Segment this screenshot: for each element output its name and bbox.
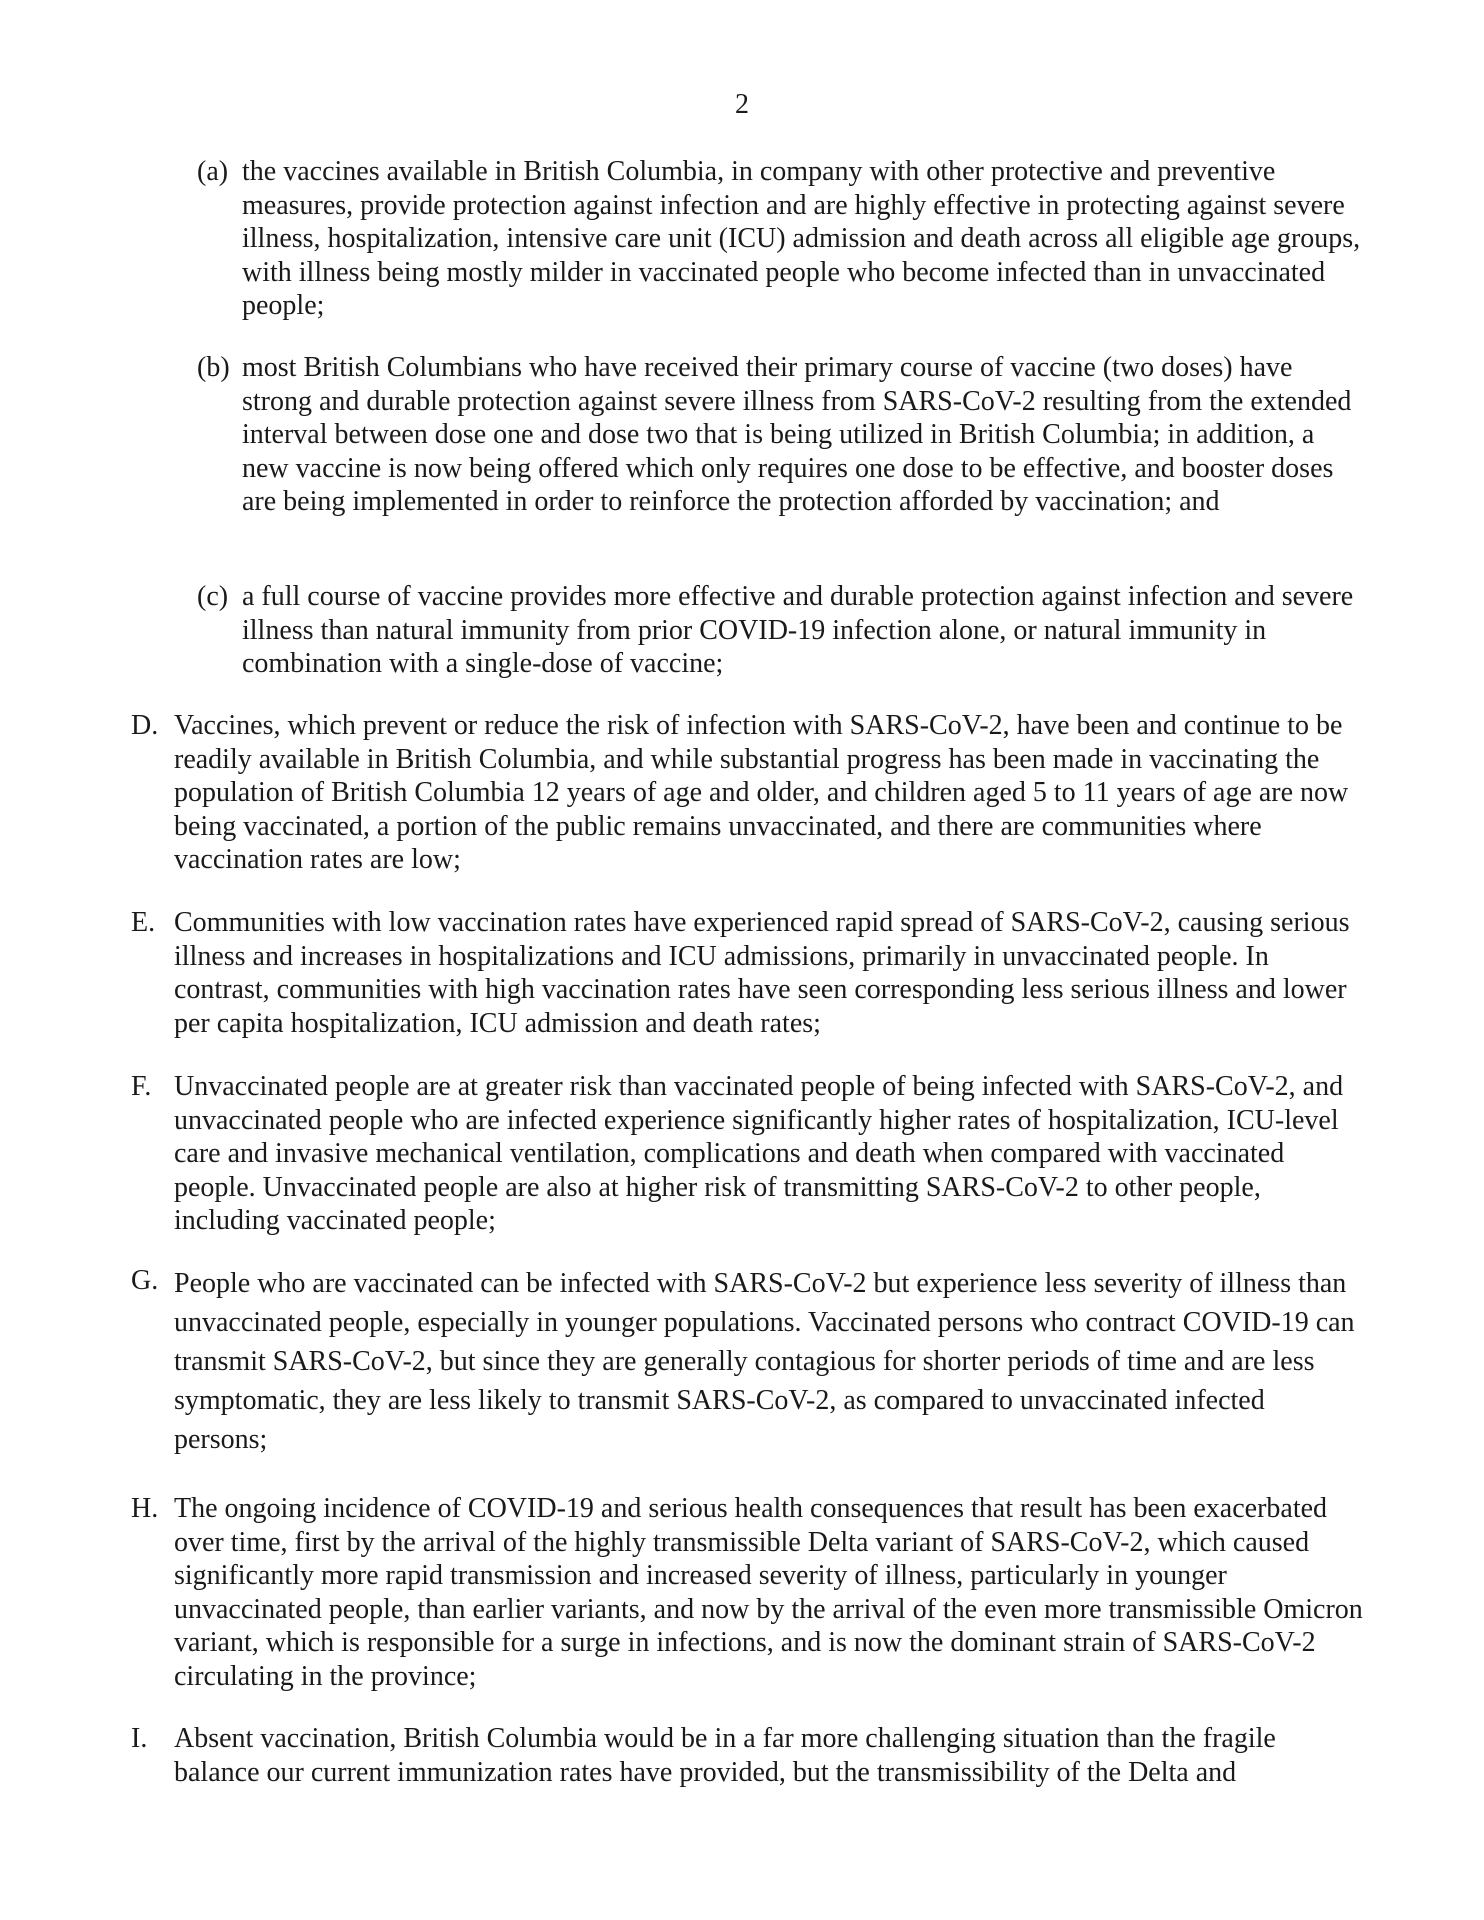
subitem-marker: (b): [197, 352, 230, 383]
subitem-text: the vaccines available in British Columbia, in company with other protective and preventive measures, provide protection against infection and are highly effective in protecting against severe illness, hospitalization, intensive care unit (ICU) admission and death across all eligible age groups, with illness being mostly milder in vaccinated people who become infected than in unvaccinated people;: [242, 156, 1361, 321]
subitem-text: a full course of vaccine provides more effective and durable protection against infection and severe illness than natural immunity from prior COVID-19 infection alone, or natural immunity in combination with a single-dose of vaccine;: [242, 581, 1354, 679]
item-marker: D.: [131, 710, 159, 741]
page-number: 2: [735, 89, 749, 120]
item-text: Communities with low vaccination rates have experienced rapid spread of SARS-CoV-2, causing serious illness and increases in hospitalizations and ICU admissions, primarily in unvaccinated people. In contrast, communities with high vaccination rates have seen corresponding less serious illness and lower per capita hospitalization, ICU admission and death rates;: [174, 907, 1350, 1039]
item-marker: E.: [131, 907, 156, 938]
subitem-marker: (a): [197, 156, 229, 187]
subitem-marker: (c): [197, 581, 229, 612]
item-text: Absent vaccination, British Columbia would be in a far more challenging situation than the fragile balance our current immunization rates have provided, but the transmissibility of the Delta and: [174, 1723, 1276, 1788]
item-marker: H.: [131, 1493, 159, 1524]
item-text: The ongoing incidence of COVID-19 and serious health consequences that result has been exacerbated over time, first by the arrival of the highly transmissible Delta variant of SARS-CoV-2, which caused significantly more rapid transmission and increased severity of illness, particularly in younger unvaccinated people, than earlier variants, and now by the arrival of the even more transmissible Omicron variant, which is responsible for a surge in infections, and is now the dominant strain of SARS-CoV-2 circulating in the province;: [174, 1493, 1363, 1692]
item-marker: G.: [131, 1265, 159, 1296]
item-marker: I.: [131, 1723, 148, 1754]
item-text: Unvaccinated people are at greater risk than vaccinated people of being infected with SARS-CoV-2, and unvaccinated people who are infected experience significantly higher rates of hospitalization, ICU-level care and invasive mechanical ventilation, complications and death when compared with vaccinated people. Unvaccinated people are also at higher risk of transmitting SARS-CoV-2 to other people, including vaccinated people;: [174, 1071, 1344, 1236]
subitem-text: most British Columbians who have received their primary course of vaccine (two doses) have strong and durable protection against severe illness from SARS-CoV-2 resulting from the extended interval between dose one and dose two that is being utilized in British Columbia; in addition, a new vaccine is now being offered which only requires one dose to be effective, and booster doses are being implemented in order to reinforce the protection afforded by vaccination; and: [242, 352, 1352, 517]
item-text: People who are vaccinated can be infected with SARS-CoV-2 but experience less severity of illness than unvaccinated people, especially in younger populations. Vaccinated persons who contract COVID-19 can transmit SARS-CoV-2, but since they are generally contagious for shorter periods of time and are less symptomatic, they are less likely to transmit SARS-CoV-2, as compared to unvaccinated infected persons;: [174, 1268, 1355, 1455]
item-marker: F.: [131, 1071, 152, 1102]
item-text: Vaccines, which prevent or reduce the risk of infection with SARS-CoV-2, have been and continue to be readily available in British Columbia, and while substantial progress has been made in vaccinating the population of British Columbia 12 years of age and older, and children aged 5 to 11 years of age are now being vaccinated, a portion of the public remains unvaccinated, and there are communities where vaccination rates are low;: [174, 710, 1349, 875]
